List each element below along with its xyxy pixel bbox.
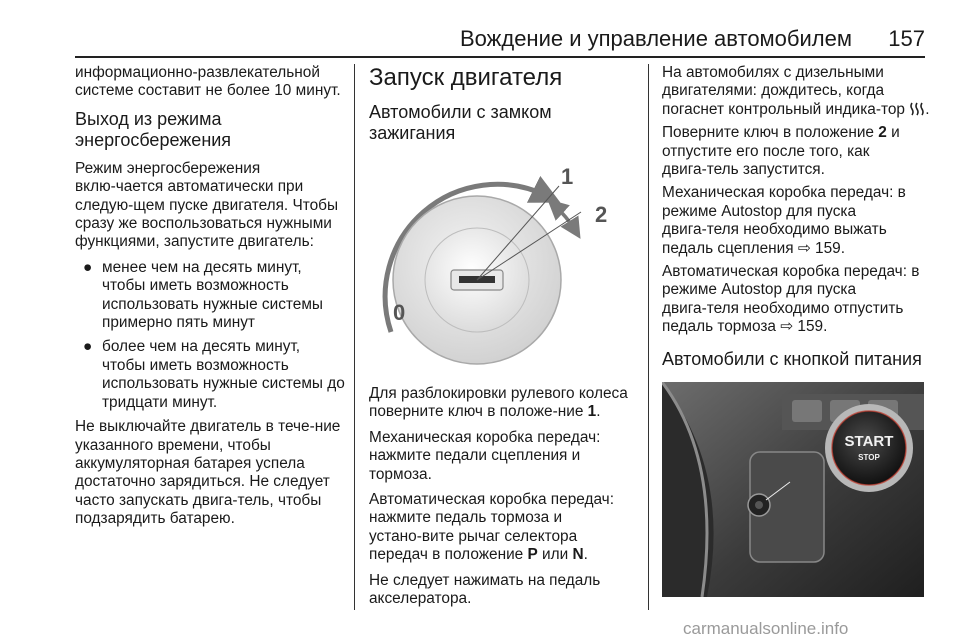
column-2 xyxy=(369,64,637,615)
page-header xyxy=(0,0,960,58)
turn-key-text: Поверните ключ в положение 2 и отпустите его после того, как двига‑тель запустится. xyxy=(662,124,900,179)
manual-gearbox-text: Механическая коробка передач: нажмите педали сцепления и тормоза. xyxy=(369,428,601,483)
figure-label-1: 1 xyxy=(561,164,574,189)
column-1 xyxy=(75,64,345,536)
page-reference-icon: ⇨ xyxy=(780,318,794,336)
figure-label-0: 0 xyxy=(393,300,406,325)
section-heading-energy-saving: Выход из режима энергосбережения xyxy=(75,108,232,150)
diesel-text: На автомобилях с дизельными двигателями: дождитесь, когда погаснет контрольный индика‑тор . xyxy=(662,64,930,118)
automatic-autostop-text: Автоматическая коробка передач: в режиме Autostop для пуска двига‑теля необходимо отпустить педаль тормоза ⇨ 159. xyxy=(662,263,920,336)
intro-text: информационно-развлекательной системе составит не более 10 минут. xyxy=(75,64,341,100)
unlock-steering-text: Для разблокировки рулевого колеса поверните ключ в положе‑ние 1. xyxy=(369,385,628,421)
start-stop-button-photo xyxy=(662,382,924,597)
page-number: 157 xyxy=(888,26,925,51)
list-item xyxy=(75,338,345,412)
subheading-ignition-lock: Автомобили с замком зажигания xyxy=(369,102,552,143)
bullet-icon: ● xyxy=(83,338,93,356)
energy-saving-text: Режим энергосбережения вклю‑чается автоматически при следую‑щем пуске двигателя. Чтобы сразу же воспользоваться нужными функциями, запустите двигатель: xyxy=(75,159,339,251)
figure-label-2: 2 xyxy=(595,202,608,227)
accelerator-note-text: Не следует нажимать на педаль акселератора. xyxy=(369,571,601,608)
subheading-power-button: Автомобили с кнопкой питания xyxy=(662,348,922,369)
page-reference-link[interactable]: 159. xyxy=(815,239,846,257)
list-item xyxy=(75,259,345,333)
automatic-gearbox-text: Автоматическая коробка передач: нажмите педаль тормоза и устано‑вите рычаг селектора передач в положение P или N. xyxy=(369,491,614,564)
manual-autostop-text: Механическая коробка передач: в режиме Autostop для пуска двига‑теля необходимо выжать педаль сцепления ⇨ 159. xyxy=(662,184,906,257)
warning-text: Не выключайте двигатель в тече‑ние указанного времени, чтобы аккумуляторная батарея успела достаточно зарядиться. Не следует часто запускать двига‑тель, чтобы подзарядить батарею. xyxy=(75,418,341,528)
list-item-text: более чем на десять минут, чтобы иметь возможность использовать нужные системы до тридцати минут. xyxy=(102,338,345,411)
bullet-icon: ● xyxy=(83,258,93,276)
list-item-text: менее чем на десять минут, чтобы иметь возможность использовать нужные системы примерно пять минут xyxy=(102,258,323,332)
glow-plug-indicator-icon xyxy=(909,102,925,116)
watermark: carmanualsonline.info xyxy=(683,619,849,638)
header-title: Вождение и управление автомобилем xyxy=(459,26,852,51)
ignition-lock-figure xyxy=(369,156,631,370)
header-rule xyxy=(75,56,925,58)
stop-button-label: STOP xyxy=(858,452,880,462)
start-button-label: START xyxy=(844,432,894,450)
page-reference-link[interactable]: 159. xyxy=(797,318,828,336)
section-heading-engine-start: Запуск двигателя xyxy=(369,64,563,91)
column-3 xyxy=(662,64,930,602)
column-divider-2 xyxy=(648,64,649,610)
column-divider-1 xyxy=(354,64,355,610)
page-reference-icon: ⇨ xyxy=(797,239,811,257)
